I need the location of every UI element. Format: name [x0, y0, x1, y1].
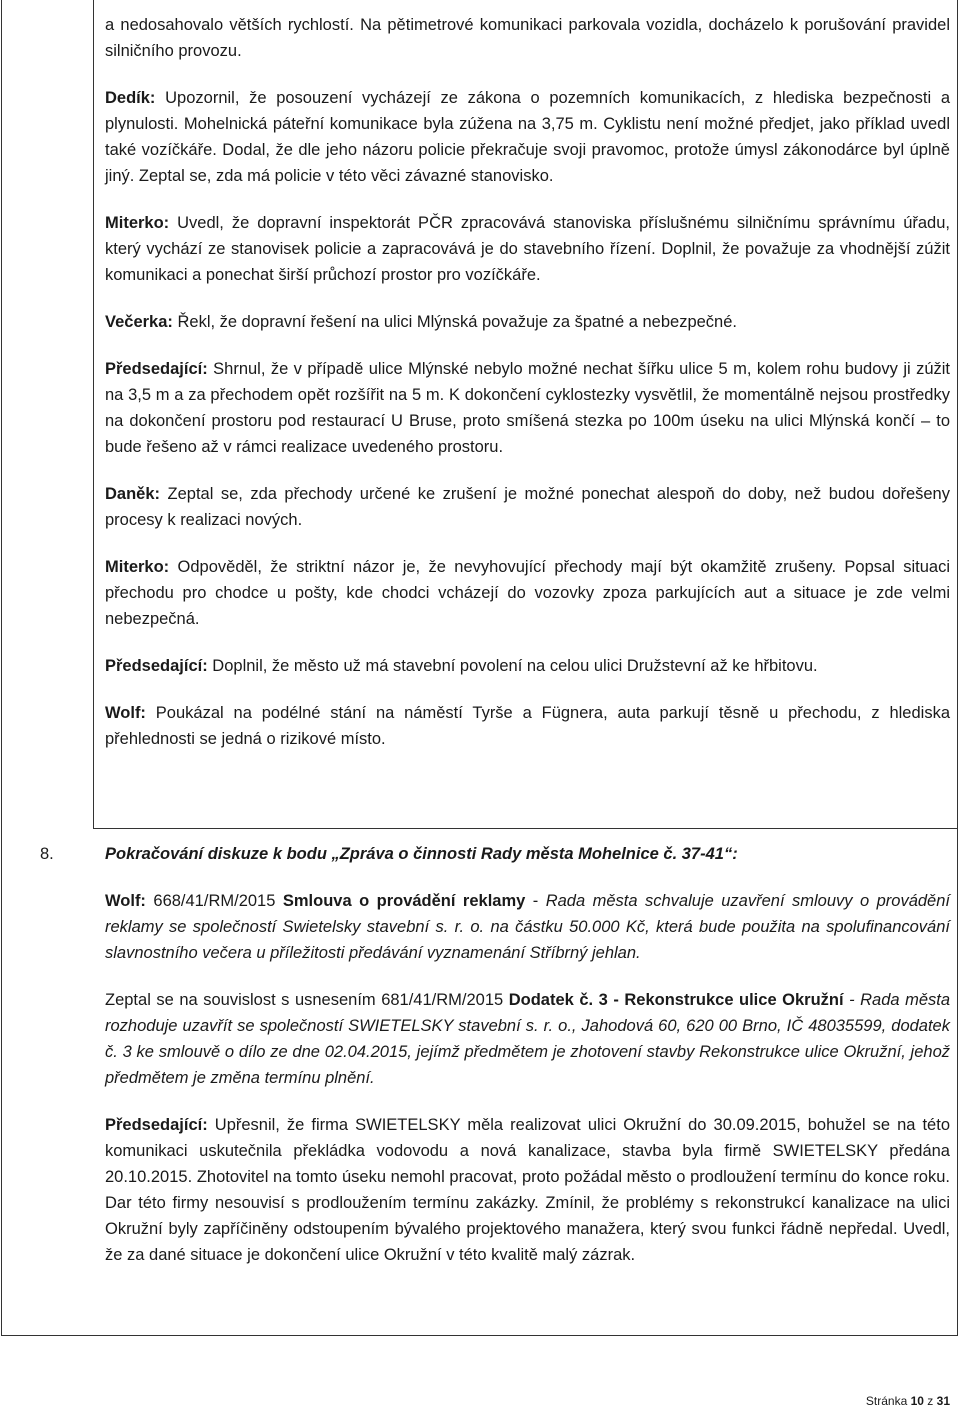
speaker-name: Dedík:	[105, 89, 156, 107]
paragraph-continuation: a nedosahovalo větších rychlostí. Na pětimetrové komunikaci parkovala vozidla, docházelo k porušování pravidel silničního provozu.	[105, 16, 950, 60]
paragraph-predsedajici-2: Předsedající: Doplnil, že město už má stavební povolení na celou ulici Družstevní až ke hřbitovu.	[105, 657, 818, 675]
speaker-name: Miterko:	[105, 558, 170, 576]
paragraph-wolf-contract: Wolf: 668/41/RM/2015 Smlouva o provádění reklamy - Rada města schvaluje uzavření smlouvy o provádění reklamy se společností Swietelsky stavební s. r. o. na částku 50.000 Kč, která bude použita na spolufinancování slavnostního večera u příležitosti předávání vyznamenání Stříbrný jehlan.	[105, 892, 950, 962]
item-heading: Pokračování diskuze k bodu „Zpráva o činnosti Rady města Mohelnice č. 37-41“:	[105, 845, 738, 863]
row-divider	[93, 828, 958, 829]
paragraph-miterko: Miterko: Uvedl, že dopravní inspektorát PČR zpracovává stanoviska příslušnému silničnímu správnímu úřadu, který vychází ze stanovisek policie a zapracovává je do stavebního řízení. Doplnil, že považuje za vhodnější zúžit komunikaci a ponechat širší průchozí prostor pro vozíčkáře.	[105, 214, 950, 284]
speaker-name: Wolf:	[105, 704, 146, 722]
speaker-name: Předsedající:	[105, 360, 208, 378]
page-total: 31	[936, 1394, 950, 1408]
column-divider	[93, 0, 94, 828]
speaker-name: Předsedající:	[105, 657, 208, 675]
speaker-name: Večerka:	[105, 313, 173, 331]
item-8-column	[105, 841, 950, 1289]
page-footer: Stránka 10 z 31	[865, 1394, 950, 1408]
item-number: 8.	[40, 845, 54, 863]
paragraph-wolf: Wolf: Poukázal na podélné stání na náměstí Tyrše a Fügnera, auta parkují těsně u přechodu, z hlediska přehlednosti se jedná o rizikové místo.	[105, 704, 950, 748]
discussion-column	[105, 12, 950, 773]
speaker-name: Předsedající:	[105, 1116, 208, 1134]
paragraph-predsedajici-3: Předsedající: Upřesnil, že firma SWIETELSKY měla realizovat ulici Okružní do 30.09.2015, bohužel se na této komunikaci uskutečnila překládka vodovodu a nová kanalizace, stavba byla firmě SWIETELSKY předána 20.10.2015. Zhotovitel na tomto úseku nemohl pracovat, proto požádal město o prodloužení termínu do konce roku. Dar této firmy nesouvisí s prodloužením termínu zakázky. Zmínil, že problémy s rekonstrukcí kanalizace na ulici Okružní byly zapříčiněny odstoupením bývalého projektového manažera, který svou funkci řádně nepředal. Uvedl, že za dané situace je dokončení ulice Okružní v této kvalitě malý zázrak.	[105, 1116, 950, 1264]
speaker-name: Daněk:	[105, 485, 161, 503]
paragraph-danek: Daněk: Zeptal se, zda přechody určené ke zrušení je možné ponechat alespoň do doby, než budou dořešeny procesy k realizaci nových.	[105, 485, 950, 529]
speaker-name: Miterko:	[105, 214, 170, 232]
page-number: 10	[910, 1394, 924, 1408]
paragraph-question-addendum: Zeptal se na souvislost s usnesením 681/41/RM/2015 Dodatek č. 3 - Rekonstrukce ulice Okružní - Rada města rozhoduje uzavřít se společností SWIETELSKY stavební s. r. o., Jahodová 60, 620 00 Brno, IČ 48035599, dodatek č. 3 ke smlouvě o dílo ze dne 02.04.2015, jejímž předmětem je zhotovení stavby Rekonstrukce ulice Okružní, jehož předmětem je změna termínu plnění.	[105, 991, 951, 1087]
speaker-name: Wolf:	[105, 892, 146, 910]
paragraph-miterko-2: Miterko: Odpověděl, že striktní názor je, že nevyhovující přechody mají být okamžitě zrušeny. Popsal situaci přechodu pro chodce u pošty, kde chodci vcházejí do vozovky zpoza parkujících aut a situace je zde velmi nebezpečná.	[105, 558, 950, 628]
paragraph-vecerka: Večerka: Řekl, že dopravní řešení na ulici Mlýnská považuje za špatné a nebezpečné.	[105, 313, 737, 331]
paragraph-predsedajici: Předsedající: Shrnul, že v případě ulice Mlýnské nebylo možné nechat šířku ulice 5 m, kolem rohu budovy ji zúžit na 3,5 m a za přechodem opět rozšířit na 5 m. K dokončení cyklostezky vysvětlil, že momentálně nejsou prostředky na dokončení prostoru pod restaurací U Bruse, proto smíšená stezka po 100m úseku na ulici Mlýnská končí – to bude řešeno až v rámci realizace uvedeného prostoru.	[105, 360, 950, 456]
paragraph-dedik: Dedík: Upozornil, že posouzení vycházejí ze zákona o pozemních komunikacích, z hlediska bezpečnosti a plynulosti. Mohelnická páteřní komunikace byla zúžena na 3,75 m. Cyklistu není možné předjet, jako příklad uvedl také vozíčkáře. Dodal, že dle jeho názoru policie překračuje svoji pravomoc, protože úmysl zákonodárce byl úplně jiný. Zeptal se, zda má policie v této věci závazné stanovisko.	[105, 89, 950, 185]
